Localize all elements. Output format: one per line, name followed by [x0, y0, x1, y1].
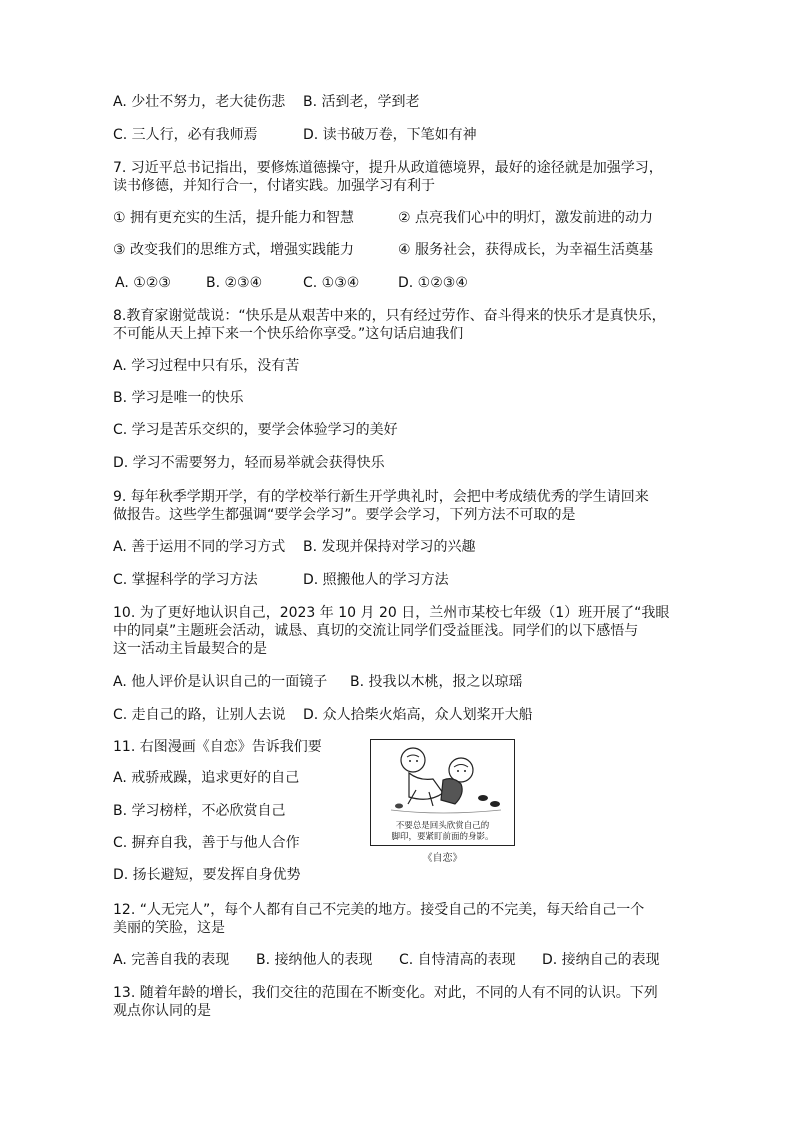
q7-item-1: ① 拥有更充实的生活，提升能力和智慧 [113, 210, 354, 226]
q9-stem-line1: 9. 每年秋季学期开学，有的学校举行新生开学典礼时，会把中考成绩优秀的学生请回来 [113, 489, 649, 505]
q7-stem-line1: 7. 习近平总书记指出，要修炼道德操守，提升从政道德境界，最好的途径就是加强学习， [113, 160, 663, 176]
q11-stem: 11. 右图漫画《自恋》告诉我们要 [113, 739, 322, 755]
q8-stem-line1: 8.教育家谢觉哉说：“快乐是从艰苦中来的，只有经过劳作、奋斗得来的快乐才是真快乐， [113, 308, 666, 324]
cartoon-caption-line2: 脚印，要紧盯前面的身影。 [391, 832, 494, 842]
q12-option-b: B. 接纳他人的表现 [256, 952, 373, 968]
q10-stem-line3: 这一活动主旨最契合的是 [113, 641, 267, 657]
q9-option-a: A. 善于运用不同的学习方式 [113, 539, 286, 555]
q6-option-c: C. 三人行，必有我师焉 [113, 127, 258, 143]
q8-option-d: D. 学习不需要努力，轻而易举就会获得快乐 [113, 455, 385, 471]
q13-stem-line1: 13. 随着年龄的增长，我们交往的范围在不断变化。对此，不同的人有不同的认识。下列 [113, 985, 658, 1001]
q10-option-d: D. 众人拾柴火焰高，众人划桨开大船 [303, 707, 533, 723]
q12-stem-line2: 美丽的笑脸，这是 [113, 920, 225, 936]
cartoon-title: 《自恋》 [422, 853, 463, 864]
q6-option-b: B. 活到老，学到老 [303, 94, 420, 110]
q7-option-c: C. ①③④ [303, 275, 360, 291]
q10-option-b: B. 投我以木桃，报之以琼瑶 [350, 674, 523, 690]
q8-option-c: C. 学习是苦乐交织的，要学会体验学习的美好 [113, 422, 398, 438]
q6-option-d: D. 读书破万卷，下笔如有神 [303, 127, 477, 143]
q9-option-d: D. 照搬他人的学习方法 [303, 572, 449, 588]
q9-option-b: B. 发现并保持对学习的兴趣 [303, 539, 476, 555]
q7-option-b: B. ②③④ [206, 275, 263, 291]
cartoon-caption-line1: 不要总是回头欣赏自己的 [395, 821, 490, 831]
q7-item-2: ② 点亮我们心中的明灯，激发前进的动力 [398, 210, 653, 226]
q6-option-a: A. 少壮不努力，老大徒伤悲 [113, 94, 286, 110]
cartoon-illustration [370, 739, 515, 846]
q7-option-a: A. ①②③ [115, 275, 171, 291]
q11-option-a: A. 戒骄戒躁，追求更好的自己 [113, 770, 300, 786]
q11-option-d: D. 扬长避短，要发挥自身优势 [113, 867, 301, 883]
q9-stem-line2: 做报告。这些学生都强调“要学会学习”。要学会学习，下列方法不可取的是 [113, 507, 576, 523]
q8-stem-line2: 不可能从天上掉下来一个快乐给你享受。”这句话启迪我们 [113, 326, 464, 342]
q9-option-c: C. 掌握科学的学习方法 [113, 572, 258, 588]
q12-option-d: D. 接纳自己的表现 [542, 952, 660, 968]
q7-item-3: ③ 改变我们的思维方式，增强实践能力 [113, 242, 354, 258]
q11-option-b: B. 学习榜样，不必欣赏自己 [113, 803, 286, 819]
q11-option-c: C. 摒弃自我，善于与他人合作 [113, 835, 300, 851]
q12-option-a: A. 完善自我的表现 [113, 952, 230, 968]
q7-stem-line2: 读书修德，并知行合一，付诸实践。加强学习有利于 [113, 178, 435, 194]
q12-stem-line1: 12. “人无完人”，每个人都有自己不完美的地方。接受自己的不完美，每天给自己一个 [113, 902, 645, 918]
q13-stem-line2: 观点你认同的是 [113, 1003, 211, 1019]
cartoon-figure [371, 740, 513, 818]
q7-item-4: ④ 服务社会，获得成长，为幸福生活奠基 [398, 242, 653, 258]
q10-option-c: C. 走自己的路，让别人去说 [113, 707, 286, 723]
q10-stem-line2: 中的同桌”主题班会活动，诚恳、真切的交流让同学们受益匪浅。同学们的以下感悟与 [113, 623, 639, 639]
q12-option-c: C. 自恃清高的表现 [399, 952, 516, 968]
q10-stem-line1: 10. 为了更好地认识自己，2023 年 10 月 20 日，兰州市某校七年级（1）班开展了“我眼 [113, 605, 670, 621]
q8-option-b: B. 学习是唯一的快乐 [113, 390, 244, 406]
q7-option-d: D. ①②③④ [398, 275, 468, 291]
q10-option-a: A. 他人评价是认识自己的一面镜子 [113, 674, 328, 690]
q8-option-a: A. 学习过程中只有乐，没有苦 [113, 358, 300, 374]
